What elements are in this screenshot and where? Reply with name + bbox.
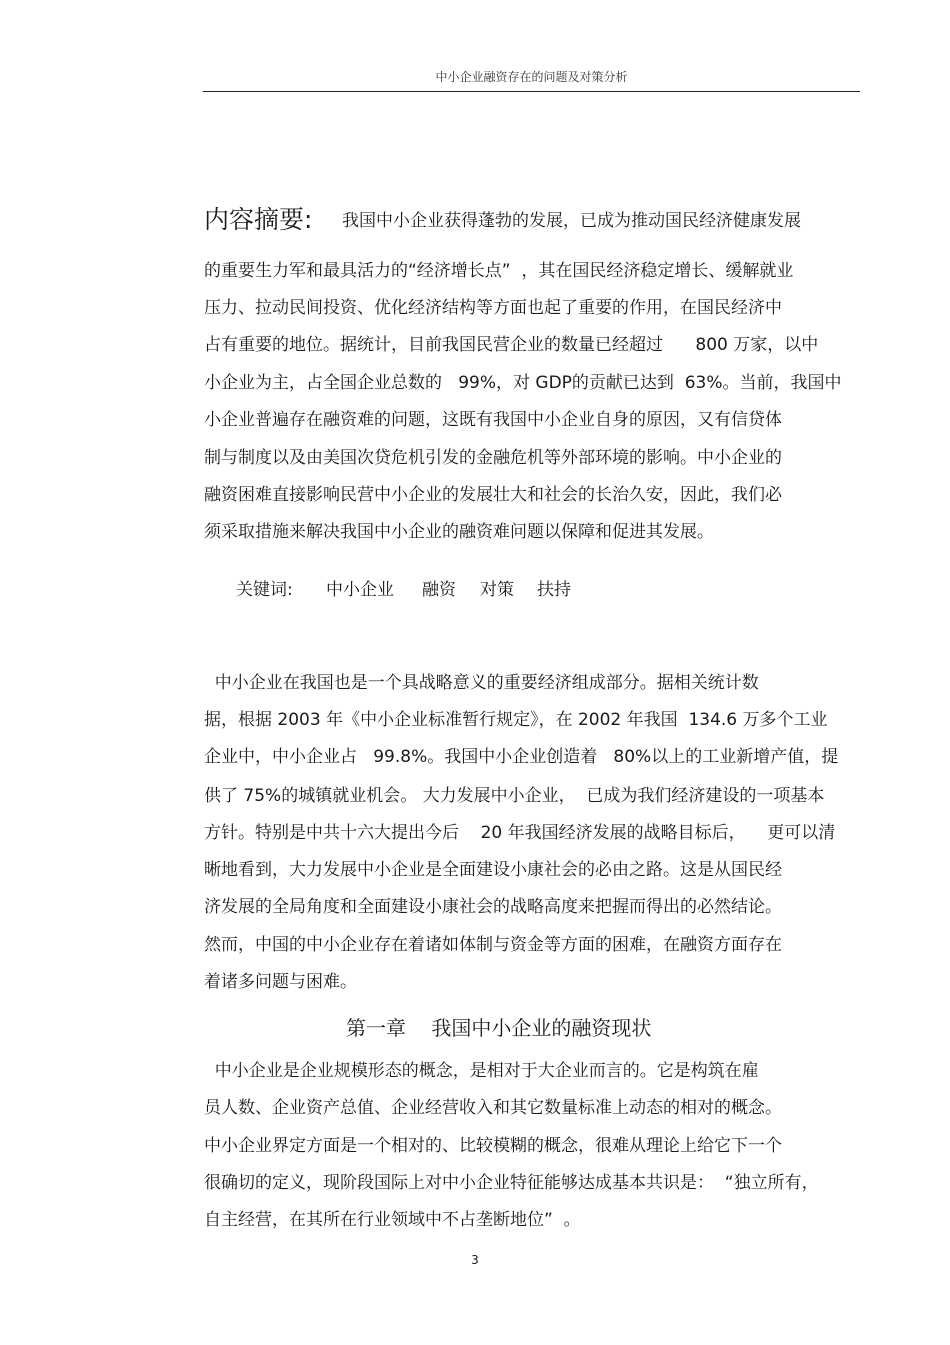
intro-line: 供了 75%的城镇就业机会。 大力发展中小企业， 已成为我们经济建设的一项基本 (204, 786, 825, 806)
chapter-line: 自主经营，在其所在行业领域中不占垄断地位” 。 (204, 1210, 581, 1230)
abstract-line: 小企业为主，占全国企业总数的 99%，对 GDP的贡献已达到 63%。当前，我国中 (204, 373, 842, 393)
abstract-line: 占有重要的地位。据统计，目前我国民营企业的数量已经超过 800 万家，以中 (204, 335, 819, 355)
page-number: 3 (471, 1253, 479, 1267)
abstract-line: 制与制度以及由美国次贷危机引发的金融危机等外部环境的影响。中小企业的 (204, 448, 782, 468)
keyword-item: 对策 (480, 580, 514, 600)
intro-line: 据，根据 2003 年《中小企业标准暂行规定》，在 2002 年我国 134.6 万多个工业 (204, 710, 828, 730)
chapter-line: 很确切的定义，现阶段国际上对中小企业特征能够达成基本共识是： “独立所有， (204, 1173, 819, 1193)
keyword-item: 扶持 (537, 580, 571, 600)
intro-line: 济发展的全局角度和全面建设小康社会的战略高度来把握而得出的必然结论。 (204, 897, 782, 917)
intro-line: 中小企业在我国也是一个具战略意义的重要经济组成部分。据相关统计数 (204, 673, 759, 693)
keyword-item: 中小企业 (326, 580, 394, 600)
intro-line: 然而，中国的中小企业存在着诸如体制与资金等方面的困难，在融资方面存在 (204, 935, 782, 955)
abstract-line: 小企业普遍存在融资难的问题，这既有我国中小企业自身的原因，又有信贷体 (204, 410, 782, 430)
abstract-label: 内容摘要: (204, 205, 313, 234)
intro-line: 企业中，中小企业占 99.8%。我国中小企业创造着 80%以上的工业新增产值，提 (204, 747, 839, 767)
abstract-line: 的重要生力军和最具活力的“经济增长点” ，其在国民经济稳定增长、缓解就业 (204, 261, 794, 281)
header-divider (203, 91, 860, 92)
abstract-line: 我国中小企业获得蓬勃的发展，已成为推动国民经济健康发展 (342, 211, 801, 231)
keyword-item: 融资 (422, 580, 456, 600)
chapter-title: 第一章 我国中小企业的融资现状 (346, 1016, 652, 1040)
keywords-label: 关键词: (236, 580, 293, 600)
abstract-line: 压力、拉动民间投资、优化经济结构等方面也起了重要的作用，在国民经济中 (204, 298, 782, 318)
chapter-line: 员人数、企业资产总值、企业经营收入和其它数量标准上动态的相对的概念。 (204, 1098, 782, 1118)
chapter-line: 中小企业界定方面是一个相对的、比较模糊的概念，很难从理论上给它下一个 (204, 1136, 782, 1156)
intro-line: 方针。特别是中共十六大提出今后 20 年我国经济发展的战略目标后， 更可以清 (204, 823, 836, 843)
abstract-line: 须采取措施来解决我国中小企业的融资难问题以保障和促进其发展。 (204, 522, 714, 542)
abstract-line: 融资困难直接影响民营中小企业的发展壮大和社会的长治久安，因此，我们必 (204, 485, 782, 505)
running-header: 中小企业融资存在的问题及对策分析 (435, 70, 628, 84)
intro-line: 着诸多问题与困难。 (204, 972, 357, 992)
intro-line: 晰地看到，大力发展中小企业是全面建设小康社会的必由之路。这是从国民经 (204, 860, 782, 880)
chapter-line: 中小企业是企业规模形态的概念，是相对于大企业而言的。它是构筑在雇 (204, 1061, 759, 1081)
